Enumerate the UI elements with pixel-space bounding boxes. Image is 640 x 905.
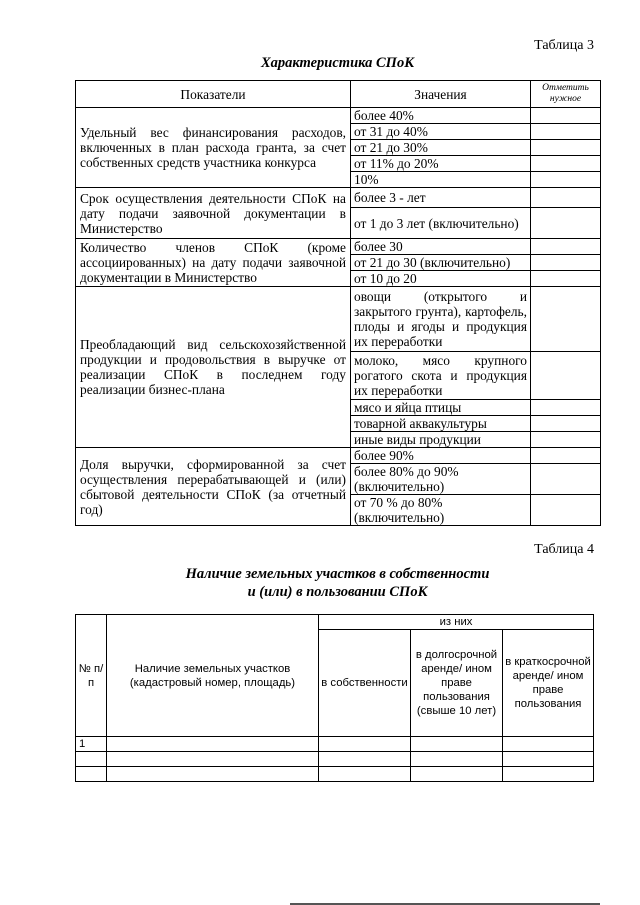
indicator-cell: Преобладающий вид сельскохозяйственной продукции и продовольствия в выручке от реализации СПоК в последнем году реализации бизнес-плана xyxy=(76,287,351,448)
header-own: в собственности xyxy=(319,630,411,737)
value-cell: от 10 до 20 xyxy=(351,271,531,287)
value-cell: от 31 до 40% xyxy=(351,124,531,140)
table-row xyxy=(76,287,601,352)
mark-cell[interactable] xyxy=(531,188,601,208)
value-cell: овощи (открытого и закрытого грунта), картофель, плоды и ягоды и продукция их переработки xyxy=(351,287,531,352)
table3-title: Характеристика СПоК xyxy=(260,55,415,71)
value-cell: иные виды продукции xyxy=(351,432,531,448)
indicator-cell: Доля выручки, сформированной за счет осуществления перерабатывающей и (или) сбытовой деятельности СПоК (за отчетный год) xyxy=(76,448,351,526)
row-num-cell: 1 xyxy=(76,737,107,752)
row-num-cell xyxy=(76,752,107,767)
header-long-lease: в долгосрочной аренде/ ином праве пользования (свыше 10 лет) xyxy=(411,630,503,737)
value-cell: мясо и яйца птицы xyxy=(351,400,531,416)
value-cell: от 21 до 30% xyxy=(351,140,531,156)
indicator-cell: Удельный вес финансирования расходов, включенных в план расхода гранта, за счет собственных средств участника конкурса xyxy=(76,108,351,188)
indicator-cell: Срок осуществления деятельности СПоК на дату подачи заявочной документации в Министерство xyxy=(76,188,351,239)
short-lease-cell[interactable] xyxy=(503,767,594,782)
value-cell: молоко, мясо крупного рогатого скота и продукция их переработки xyxy=(351,352,531,400)
value-cell: от 70 % до 80% (включительно) xyxy=(351,495,531,526)
header-indicators: Показатели xyxy=(76,81,351,108)
long-lease-cell[interactable] xyxy=(411,752,503,767)
table4-title-line2: и (или) в пользовании СПоК xyxy=(247,584,428,600)
mark-cell[interactable] xyxy=(531,140,601,156)
mark-cell[interactable] xyxy=(531,400,601,416)
mark-cell[interactable] xyxy=(531,416,601,432)
land-cell[interactable] xyxy=(107,737,319,752)
mark-cell[interactable] xyxy=(531,124,601,140)
table-row xyxy=(76,737,594,752)
table-row xyxy=(76,767,594,782)
long-lease-cell[interactable] xyxy=(411,737,503,752)
header-num: № п/п xyxy=(76,615,107,737)
long-lease-cell[interactable] xyxy=(411,767,503,782)
value-cell: более 30 xyxy=(351,239,531,255)
mark-cell[interactable] xyxy=(531,352,601,400)
table-row xyxy=(76,188,601,208)
header-values: Значения xyxy=(351,81,531,108)
land-cell[interactable] xyxy=(107,767,319,782)
header-land-plots: Наличие земельных участков (кадастровый номер, площадь) xyxy=(107,615,319,737)
mark-cell[interactable] xyxy=(531,271,601,287)
header-short-lease: в краткосрочной аренде/ ином праве пользования xyxy=(503,630,594,737)
mark-cell[interactable] xyxy=(531,208,601,239)
table-row xyxy=(76,752,594,767)
table-row xyxy=(76,239,601,255)
mark-cell[interactable] xyxy=(531,156,601,172)
value-cell: более 40% xyxy=(351,108,531,124)
mark-cell[interactable] xyxy=(531,239,601,255)
mark-cell[interactable] xyxy=(531,287,601,352)
own-cell[interactable] xyxy=(319,737,411,752)
mark-cell[interactable] xyxy=(531,108,601,124)
row-num-cell xyxy=(76,767,107,782)
short-lease-cell[interactable] xyxy=(503,737,594,752)
short-lease-cell[interactable] xyxy=(503,752,594,767)
indicator-cell: Количество членов СПоК (кроме ассоциированных) на дату подачи заявочной документации в Министерство xyxy=(76,239,351,287)
mark-cell[interactable] xyxy=(531,432,601,448)
value-cell: 10% xyxy=(351,172,531,188)
table-row xyxy=(76,448,601,464)
value-cell: от 11% до 20% xyxy=(351,156,531,172)
value-cell: от 1 до 3 лет (включительно) xyxy=(351,208,531,239)
mark-cell[interactable] xyxy=(531,495,601,526)
spok-characteristics-table xyxy=(75,80,601,526)
land-cell[interactable] xyxy=(107,752,319,767)
header-mark: Отметить нужное xyxy=(531,81,601,108)
value-cell: более 3 - лет xyxy=(351,188,531,208)
own-cell[interactable] xyxy=(319,767,411,782)
land-plots-table xyxy=(75,614,594,782)
table-row xyxy=(76,108,601,124)
table-header-row xyxy=(76,81,601,108)
value-cell: товарной аквакультуры xyxy=(351,416,531,432)
own-cell[interactable] xyxy=(319,752,411,767)
mark-cell[interactable] xyxy=(531,172,601,188)
mark-cell[interactable] xyxy=(531,448,601,464)
table4-title-line1: Наличие земельных участков в собственности xyxy=(185,566,490,582)
table4-caption: Таблица 4 xyxy=(534,542,594,557)
mark-cell[interactable] xyxy=(531,255,601,271)
value-cell: более 90% xyxy=(351,448,531,464)
table3-caption: Таблица 3 xyxy=(534,38,594,53)
mark-cell[interactable] xyxy=(531,464,601,495)
value-cell: более 80% до 90% (включительно) xyxy=(351,464,531,495)
value-cell: от 21 до 30 (включительно) xyxy=(351,255,531,271)
table-header-row xyxy=(76,615,594,630)
header-of-them: из них xyxy=(319,615,594,630)
